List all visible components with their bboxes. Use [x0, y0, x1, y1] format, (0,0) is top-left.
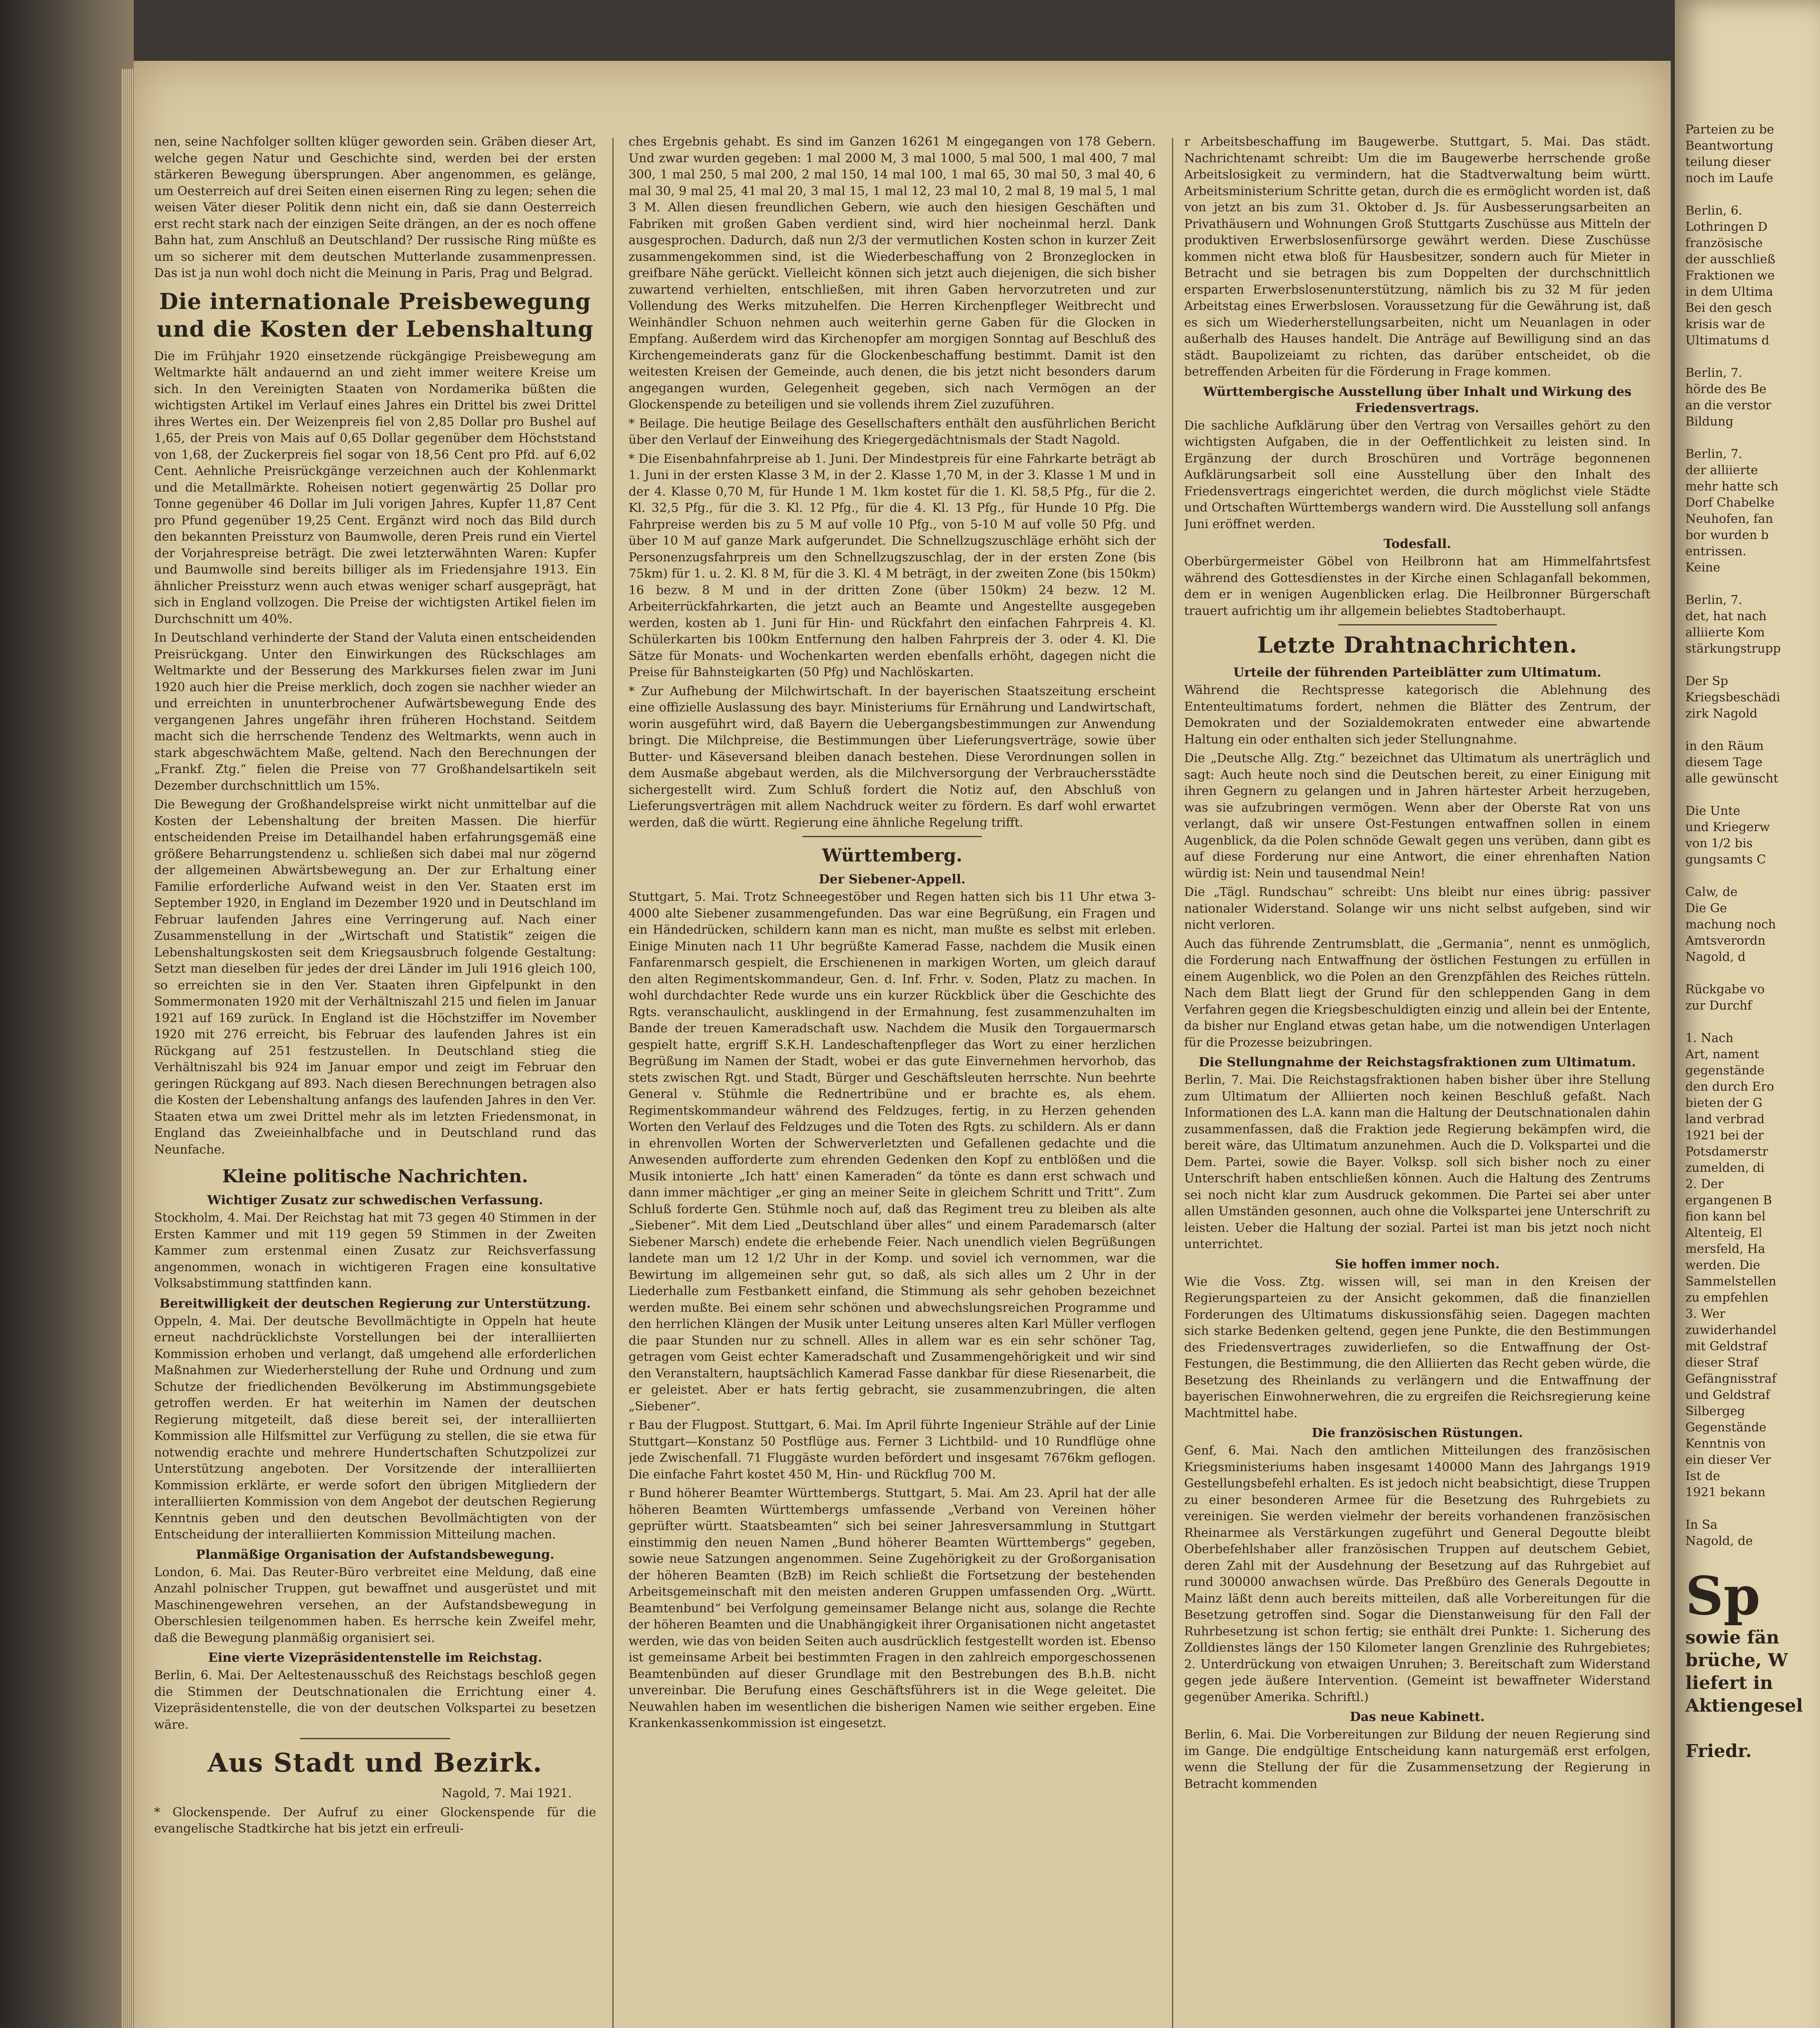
facing-page-fragment	[1675, 0, 1820, 2028]
facing-page-bold-line: sowie fän	[1685, 1627, 1779, 1648]
facing-page-large-headline: Sp	[1685, 1565, 1760, 1627]
paragraph: Auch das führende Zentrumsblatt, die „Germania“, nennt es unmöglich, die Forderung nach Entwaffnung der östlichen Festungen zu erfüllen in einem Augenblick, wo die Polen an den Grenzpfählen des Reiches rütteln. Nach dem Blatt liegt der Grund für den schleppenden Gang in dem Verfahren gegen die Kriegsbeschuldigten einzig und allein bei der Entente, da bisher nur England etwas getan habe, um die notwendigen Unterlagen für die Prozesse beizubringen.	[1184, 937, 1650, 1050]
subheadline: Die französischen Rüstungen.	[1311, 1426, 1523, 1440]
facing-page-column	[1685, 122, 1819, 1763]
facing-page-line: teilung dieser	[1685, 155, 1771, 169]
subheadline: Eine vierte Vizepräsidentenstelle im Reichstag.	[208, 1650, 542, 1665]
paragraph: Berlin, 6. Mai. Die Vorbereitungen zur Bildung der neuen Regierung sind im Gange. Die endgültige Entscheidung kann naturgemäß erst erfolgen, wenn die Stellung der für die Zusammensetzung der Regierung in Betracht kommenden	[1184, 1727, 1650, 1791]
facing-page-line: in den Räum	[1685, 739, 1764, 753]
facing-page-line: Bildung	[1685, 415, 1734, 429]
subheadline: Todesfall.	[1383, 537, 1451, 551]
separator	[1338, 624, 1497, 625]
paragraph: * Glockenspende. Der Aufruf zu einer Glockenspende für die evangelische Stadtkirche hat bis jetzt ein erfreuli-	[154, 1805, 596, 1836]
facing-page-line: machung noch	[1685, 917, 1776, 932]
facing-page-line: Bei den gesch	[1685, 301, 1772, 315]
facing-page-line: 1921 bekann	[1685, 1485, 1766, 1500]
dateline: Nagold, 7. Mai 1921.	[441, 1786, 572, 1800]
facing-page-line: zumelden, di	[1685, 1161, 1765, 1175]
facing-page-line: zur Durchf	[1685, 999, 1752, 1013]
paragraph: Genf, 6. Mai. Nach den amtlichen Mitteilungen des französischen Kriegsministeriums haben insgesamt 140000 Mann des Jahrgangs 1919 Gestellungsbefehl erhalten. Es ist jedoch nicht beabsichtigt, diese Truppen zu einer besonderen Armee für die Besetzung des Ruhrgebiets zu vereinigen. Sie werden vielmehr der bereits vorhandenen französischen Rheinarmee als Verstärkungen zugeführt und General Degoutte bleibt Oberbefehlshaber aller französischen Truppen auf deutschem Gebiet, deren Zahl mit der Ausdehnung der Besetzung auf das Ruhrgebiet auf rund 300000 anwachsen würde. Das Preßbüro des Generals Degoutte in Mainz läßt denn auch bereits mitteilen, daß alle Vorbereitungen für die Besetzung getroffen sind. Sogar die Dienstanweisung für den Fall der Ruhrbesetzung ist schon fertig; sie enthält drei Punkte: 1. Sicherung des Zolldienstes längs der 150 Kilometer langen Grenzlinie des Ruhrgebietes; 2. Unterdrückung von etwaigen Unruhen; 3. Bereitschaft zum Widerstand gegen jede äußere Intervention. (Gemeint ist bewaffneter Widerstand gegenüber Amerika. Schriftl.)	[1184, 1444, 1650, 1704]
facing-page-line	[1685, 787, 1819, 803]
facing-page-line	[1685, 722, 1819, 738]
paragraph: Die Bewegung der Großhandelspreise wirkt nicht unmittelbar auf die Kosten der Lebenshaltung der breiten Massen. Die hierfür entscheidenden Preise im Detailhandel haben erfahrungsgemäß eine größere Beharrungstendenz u. schließen sich dabei mal nur zögernd der allgemeinen Abwärtsbewegung an. Der zur Erhaltung einer Familie erforderliche Aufwand weist in den Ver. Staaten erst im September 1920, in England im Dezember 1920 und in Deutschland im Februar laufenden Jahres eine Verringerung auf. Nach einer Zusammenstellung in der „Wirtschaft und Statistik“ zeigen die Lebenshaltungskosten seit dem Kriegsausbruch folgende Gestaltung: Setzt man dieselben für jedes der drei Länder im Juli 1916 gleich 100, so erreichten sie in den Ver. Staaten ihren Gipfelpunkt in den Sommermonaten 1920 mit der Verhältniszahl 215 und fielen im Januar 1921 auf 169 zurück. In England ist die Höchstziffer im November 1920 mit 276 erreicht, bis Februar des laufenden Jahres ist ein Rückgang auf 251 festzustellen. In Deutschland stieg die Verhältniszahl bis 924 im Januar empor und zeigt im Februar den geringen Rückgang auf 893. Nach diesen Berechnungen betragen also die Kosten der Lebenshaltung anfangs des laufenden Jahres in den Ver. Staaten etwa um zwei Drittel mehr als im letzten Friedensmonat, in England das Zweieinhalbfache und in Deutschland rund das Neunfache.	[154, 797, 596, 1157]
separator	[300, 1738, 451, 1739]
paragraph: Während die Rechtspresse kategorisch die Ablehnung des Ententeultimatums fordert, nehmen die Blätter des Zentrum, der Demokraten und der Sozialdemokraten entweder eine abwartende Haltung ein oder enthalten sich jeder Stellungnahme.	[1184, 683, 1650, 747]
facing-page-line	[1685, 868, 1819, 884]
facing-page-line: 3. Wer	[1685, 1307, 1726, 1321]
facing-page-line: Kenntnis von	[1685, 1437, 1766, 1451]
facing-page-line: mersfeld, Ha	[1685, 1242, 1765, 1256]
paragraph: Berlin, 6. Mai. Der Aeltestenausschuß des Reichstags beschloß gegen die Stimmen der Deutschnationalen die Errichtung einer 4. Vizepräsidentenstelle, die von der deutschen Volkspartei zu besetzen wäre.	[154, 1668, 596, 1732]
facing-page-line: 2. Der	[1685, 1177, 1724, 1191]
subheadline: Wichtiger Zusatz zur schwedischen Verfassung.	[207, 1193, 543, 1207]
headline-wuerttemberg: Württemberg.	[822, 845, 963, 866]
facing-page-line: 1921 bei der	[1685, 1128, 1764, 1143]
facing-page-line: Berlin, 7.	[1685, 593, 1743, 607]
facing-page-line: Parteien zu be	[1685, 122, 1774, 137]
facing-page-line: dieser Straf	[1685, 1356, 1758, 1370]
facing-page-line: bieten der G	[1685, 1096, 1763, 1110]
facing-page-line: In Sa	[1685, 1518, 1718, 1532]
headline-letzte-drahtnachrichten: Letzte Drahtnachrichten.	[1257, 632, 1577, 658]
facing-page-line: Keine	[1685, 561, 1721, 575]
facing-page-line: det, hat nach	[1685, 609, 1767, 623]
facing-page-line: der alliierte	[1685, 463, 1758, 477]
facing-page-line: den durch Ero	[1685, 1080, 1774, 1094]
facing-page-line: und Geldstraf	[1685, 1388, 1770, 1402]
facing-page-line: an die verstor	[1685, 398, 1771, 412]
facing-page-line: französische	[1685, 236, 1763, 250]
subheadline: Urteile der führenden Parteiblätter zum Ultimatum.	[1233, 665, 1601, 680]
paragraph: London, 6. Mai. Das Reuter-Büro verbreitet eine Meldung, daß eine Anzahl polnischer Truppen, gut bewaffnet und ausgerüstet und mit Maschinengewehren versehen, an der Aufstandsbewegung in Oberschlesien teilgenommen haben. Es herrsche kein Zweifel mehr, daß die Bewegung planmäßig organisiert sei.	[154, 1565, 596, 1645]
facing-page-line: von 1/2 bis	[1685, 836, 1753, 851]
facing-page-line: gungsamts C	[1685, 853, 1766, 867]
facing-page-line: krisis war de	[1685, 317, 1765, 331]
paragraph: Die sachliche Aufklärung über den Vertrag von Versailles gehört zu den wichtigsten Aufgaben, die in der Oeffentlichkeit zu leisten sind. In Ergänzung der durch Broschüren und Vorträge begonnenen Aufklärungsarbeit soll eine Ausstellung über den Inhalt des Friedensvertrags eingerichtet werden, die durch möglichst viele Städte und Ortschaften Württembergs wandern wird. Die Ausstellung soll anfangs Juni eröffnet werden.	[1184, 418, 1650, 531]
facing-page-bold-lines	[1685, 1626, 1819, 1763]
facing-page-line: entrissen.	[1685, 544, 1747, 559]
facing-page-line: in dem Ultima	[1685, 285, 1773, 299]
facing-page-line: Ultimatums d	[1685, 333, 1769, 348]
facing-page-line: land verbrad	[1685, 1112, 1765, 1126]
column-1	[154, 134, 596, 2028]
facing-page-line: Calw, de	[1685, 885, 1738, 899]
separator	[803, 836, 982, 837]
paragraph: Berlin, 7. Mai. Die Reichstagsfraktionen haben bisher über ihre Stellung zum Ultimatum der Alliierten noch keinen Beschluß gefaßt. Nach Informationen des L.A. kann man die Haltung der Deutschnationalen dahin zusammenfassen, daß die Fraktion jede Regierung bekämpfen wird, die bereit wäre, das Ultimatum anzunehmen. Auch die D. Volkspartei und die Dem. Partei, sowie die Bayer. Volksp. soll sich bisher noch zu einer Unterschrift haben entschließen können. Auch die Haltung des Zentrums sei noch nicht klar zum Ausdruck gekommen. Die Partei sei aber unter allen Umständen gesonnen, auch ohne die Volkspartei jene Unterschrift zu leisten. Ueber die Haltung der sozial. Partei ist man bis jetzt noch nicht unterrichtet.	[1184, 1073, 1650, 1251]
headline-kleine-nachrichten: Kleine politische Nachrichten.	[222, 1166, 528, 1187]
headline-preisbewegung: Die internationale Preisbewegung und die Kosten der Lebenshaltung	[157, 288, 594, 342]
paragraph: Oberbürgermeister Göbel von Heilbronn hat am Himmelfahrtsfest während des Gottesdienstes in der Kirche einen Schlaganfall bekommen, dem er in wenigen Augenblicken erlag. Die Heilbronner Bürgerschaft trauert aufrichtig um ihr allgemein beliebtes Stadtoberhaupt.	[1184, 554, 1650, 618]
facing-page-line: Rückgabe vo	[1685, 982, 1765, 997]
paragraph: Die „Deutsche Allg. Ztg.“ bezeichnet das Ultimatum als unerträglich und sagt: Auch heute noch sind die Deutschen bereit, zu einer Einigung mit ihren Gegnern zu gelangen und in Jahren härtester Arbeit herzugeben, was sie aufzubringen vermögen. Wenn aber der Oberste Rat von uns verlangt, daß wir unsere Ost-Festungen entwaffnen sollen in einem Augenblick, da die Polen schnöde Gewalt gegen uns verüben, dann gibt es auf diese Forderung nur eine Antwort, die einer ehrenhaften Nation würdig ist: Nein und tausendmal Nein!	[1184, 751, 1650, 881]
paragraph: Die im Frühjahr 1920 einsetzende rückgängige Preisbewegung am Weltmarkte hält andauernd an und zieht immer weitere Kreise um sich. In den Vereinigten Staaten von Nordamerika büßten die wichtigsten Artikel im Verlauf eines Jahres ein Drittel bis zwei Drittel ihres Wertes ein. Der Weizenpreis fiel von 2,85 Dollar pro Bushel auf 1,65, der Preis von Mais auf 0,65 Dollar gegenüber dem Höchststand von 1,68, der Zuckerpreis fiel sogar von 18,56 Cent pro Pfd. auf 6,02 Cent. Aehnliche Preisrückgänge verzeichnen auch der Kohlenmarkt und die Metallmärkte. Roheisen notiert gegenwärtig 25 Dollar pro Tonne gegenüber 46 Dollar im Juli vorigen Jahres, Kupfer 11,87 Cent pro Pfund gegenüber 19,25 Cent. Ergänzt wird noch das Bild durch den bekannten Preissturz von Baumwolle, deren Preis rund ein Viertel der Vorjahrespreise beträgt. Die zwei letzterwähnten Waren: Kupfer und Baumwolle sind bereits billiger als im Friedensjahre 1913. Ein ähnlicher Preissturz wenn auch etwas weniger scharf ausgeprägt, hat sich in England vollzogen. Die Preise der wichtigsten Artikel fielen im Durchschnitt um 40%.	[154, 349, 596, 626]
paragraph: Wie die Voss. Ztg. wissen will, sei man in den Kreisen der Regierungsparteien zu der Ansicht gekommen, daß die finanziellen Forderungen des Ultimatums diskussionsfähig seien. Dagegen machten sich starke Bedenken geltend, gegen jene Punkte, die den Bestimmungen des Friedensvertrages zuwiderliefen, so die Entwaffnung der Ost-Festungen, die Bestimmung, die den Alliierten das Recht geben würde, die Besetzung des Rheinlands zu verlängern und die Entwaffnung der bayerischen Einwohnerwehren, die zu ergreifen die Reichsregierung keine Machtmittel habe.	[1184, 1274, 1650, 1420]
column-3	[1184, 134, 1650, 2028]
facing-page-line: Kriegsbeschädi	[1685, 690, 1780, 705]
facing-page-line: gegenstände	[1685, 1063, 1764, 1078]
facing-page-line	[1685, 349, 1819, 365]
facing-page-line	[1685, 657, 1819, 673]
paragraph: * Die Eisenbahnfahrpreise ab 1. Juni. Der Mindestpreis für eine Fahrkarte beträgt ab 1. Juni in der ersten Klasse 3 M, in der 2. Klasse 1,70 M, in der 3. Klasse 1 M und in der 4. Klasse 0,70 M, für Hunde 1 M. 1km kostet für die 1. Kl. 58,5 Pfg., für die 2. Kl. 32,5 Pfg., für die 3. Kl. 12 Pfg., für die 4. Kl. 13 Pfg., für Hunde 10 Pfg. Die Fahrpreise werden bis zu 5 M auf volle 10 Pfg., von 5-10 M auf volle 50 Pfg. und über 10 M auf ganze Mark aufgerundet. Die Schnellzugszuschläge erhöht sich der Personenzugsfahrpreis um den Schnellzugszuschlag, der in der ersten Zone (bis 75km) für 1. u. 2. Kl. 8 M, für die 3. Kl. 4 M beträgt, in der zweiten Zone (bis 150km) 16 bezw. 8 M und in der dritten Zone (über 150km) 24 bezw. 12 M. Arbeiterrückfahrkarten, die jetzt auch an Beamte und Angestellte ausgegeben werden, kosten ab 1. Juni für Hin- und Rückfahrt den einfachen Fahrpreis 4. Kl. Schülerkarten bis 100km Entfernung den halben Fahrpreis der 3. oder 4. Kl. Die Sätze für Monats- und Wochenkarten werden ebenfalls erhöht, dagegen nicht die Preise für Bahnsteigkarten (50 Pfg) und Nachlöskarten.	[629, 451, 1156, 679]
paragraph: In Deutschland verhinderte der Stand der Valuta einen entscheidenden Preisrückgang. Unter den Einwirkungen des Rückschlages am Weltmarkte und der Besserung des Markkurses fielen zwar im Juni 1920 auch hier die Preise merklich, doch zogen sie nachher wieder an und erreichten in ununterbrochener Aufwärtsbewegung Ende des vergangenen Jahres ungefähr ihren früheren Hochstand. Seitdem macht sich die herrschende Tendenz des Weltmarkts, wenn auch in stark abgeschwächtem Maße, geltend. Nach den Berechnungen der „Frankf. Ztg.“ fielen die Preise von 77 Großhandelsartikeln seit Dezember durchschnittlich um 15%.	[154, 631, 596, 793]
article-continuation: nen, seine Nachfolger sollten klüger geworden sein. Gräben dieser Art, welche gegen Natur und Geschichte sind, werden bei der ersten stärkeren Bewegung übersprungen. Aber angenommen, es gelänge, um Oesterreich auf drei Seiten einen eisernen Ring zu legen; sehen die weisen Väter dieser Politik denn nicht ein, daß sie dann Oesterreich erst recht stark nach der einzigen Seite drängen, an der es noch offene Bahn hat, zum Anschluß an Deutschland? Der russische Ring müßte es um so sicherer mit dem deutschen Mutterlande zusammenpressen. Das ist ja nun wohl doch nicht die Meinung in Paris, Prag und Belgrad.	[154, 135, 596, 280]
facing-page-line: Silbergeg	[1685, 1404, 1745, 1418]
facing-page-line: Dorf Chabelke	[1685, 496, 1775, 510]
facing-page-line: Beantwortung	[1685, 139, 1774, 153]
headline-stadt-bezirk: Aus Stadt und Bezirk.	[207, 1748, 543, 1778]
facing-page-line: Nagold, d	[1685, 950, 1746, 964]
subheadline: Das neue Kabinett.	[1350, 1710, 1485, 1724]
paragraph: Die „Tägl. Rundschau“ schreibt: Uns bleibt nur eines übrig: passiver nationaler Widerstand. Solange wir uns nicht selbst aufgeben, sind wir nicht verloren.	[1184, 885, 1650, 932]
facing-page-line: der ausschließ	[1685, 252, 1775, 266]
facing-page-line: zuwiderhandel	[1685, 1323, 1777, 1337]
column-rule	[612, 138, 614, 2028]
facing-page-line: ergangenen B	[1685, 1193, 1772, 1207]
facing-page-line: stärkungstrupp	[1685, 642, 1781, 656]
subheadline: Sie hoffen immer noch.	[1335, 1257, 1500, 1272]
facing-page-line: alle gewünscht	[1685, 771, 1779, 786]
facing-page-line: fion kann bel	[1685, 1209, 1766, 1224]
facing-page-line: zu empfehlen	[1685, 1291, 1768, 1305]
subheadline: Die Stellungnahme der Reichstagsfraktionen zum Ultimatum.	[1198, 1055, 1636, 1070]
facing-page-line: Altenteig, El	[1685, 1226, 1762, 1240]
facing-page-line: diesem Tage	[1685, 755, 1763, 769]
facing-page-line: zirk Nagold	[1685, 707, 1758, 721]
facing-page-bold-line	[1685, 1717, 1819, 1740]
facing-page-line: Die Unte	[1685, 804, 1741, 818]
facing-page-line	[1685, 965, 1819, 982]
facing-page-line: Berlin, 7.	[1685, 366, 1743, 380]
facing-page-line: Fraktionen we	[1685, 269, 1775, 283]
book-binding	[0, 0, 134, 2028]
paragraph: r Bund höherer Beamter Württembergs. Stuttgart, 5. Mai. Am 23. April hat der alle höheren Beamten Württembergs umfassende „Verband von Vereinen höher geprüfter württ. Staatsbeamten“ sich bei seiner Jahresversammlung in Stuttgart einstimmig den neuen Namen „Bund höherer Beamten Württembergs“ gegeben, sowie neue Satzungen angenommen. Seine Zugehörigkeit zu der Großorganisation der höheren Beamten (BzB) im Reich schließt die Fortsetzung der bestehenden Arbeitsgemeinschaft mit den meisten anderen Gruppen umfassenden Org. „Württ. Beamtenbund“ bei Verfolgung gemeinsamer Belange nicht aus, solange die Rechte der höheren Beamten und die Unabhängigkeit ihrer Organisationen nicht angetastet werden, wie das von beiden Seiten auch ausdrücklich festgestellt worden ist. Ebenso ist gemeinsame Arbeit bei bestimmten Fragen in den zahlreich emporgeschossenen Beamtenbünden auf dieser Grundlage mit den Bestrebungen des B.h.B. nicht unvereinbar. Die Berufung eines Geschäftsführers ist in die Wege geleitet. Die Neuwahlen haben im wesentlichen die bisherigen Namen wie seither ergeben. Eine Krankenkassenkommission ist eingesetzt.	[629, 1486, 1156, 1730]
facing-page-line: Nagold, de	[1685, 1534, 1753, 1548]
paragraph: r Bau der Flugpost. Stuttgart, 6. Mai. Im April führte Ingenieur Strähle auf der Linie Stuttgart—Konstanz 50 Postflüge aus. Ferner 3 Lichtbild- und 10 Rundflüge ohne jede Zwischenfall. 71 Fluggäste wurden befördert und insgesamt 7676km geflogen. Die einfache Fahrt kostet 450 M, Hin- und Rückflug 700 M.	[629, 1418, 1156, 1482]
paragraph: ches Ergebnis gehabt. Es sind im Ganzen 16261 M eingegangen von 178 Gebern. Und zwar wurden gegeben: 1 mal 2000 M, 3 mal 1000, 5 mal 500, 1 mal 400, 7 mal 300, 1 mal 250, 5 mal 200, 2 mal 150, 14 mal 100, 1 mal 65, 30 mal 50, 3 mal 40, 6 mal 30, 9 mal 25, 41 mal 20, 3 mal 15, 1 mal 12, 23 mal 10, 2 mal 8, 19 mal 5, 1 mal 3 M. Allen diesen freundlichen Gebern, wie auch den hiesigen Geschäften und Fabriken mit großen Gaben verdient sind, wird hier nocheinmal herzl. Dank ausgesprochen. Dadurch, daß nun 2/3 der vermutlichen Kosten schon in kurzer Zeit zusammengekommen sind, ist die Wiederbeschaffung von 2 Bronzeglocken in greifbare Nähe gerückt. Vielleicht können sich jetzt auch diejenigen, die sich bisher zuwartend verhielten, entschließen, mit ihren Gaben hervorzutreten und zur Vollendung des Werks mitzuhelfen. Die Herren Kirchenpfleger Weitbrecht und Weinhändler Schuon nehmen auch weiterhin gerne Gaben für die Glocken in Empfang. Außerdem wird das Kirchenopfer am morgigen Sonntag auf Beschluß des Kirchengemeinderats ganz für die Glockenbeschaffung bestimmt. Damit ist den weitesten Kreisen der Gemeinde, auch denen, die bis jetzt nicht besonders darum angegangen wurden, Gelegenheit gegeben, sich nach Vermögen an der Glockenspende zu beteiligen und sie vollends ihrem Ziel zuzuführen.	[629, 135, 1156, 412]
facing-page-line	[1685, 576, 1819, 592]
facing-page-line	[1685, 1014, 1819, 1030]
facing-page-bold-line: Friedr.	[1685, 1741, 1752, 1762]
facing-page-line: Amtsverordn	[1685, 934, 1766, 948]
facing-page-line: Art, nament	[1685, 1047, 1759, 1061]
column-rule	[1172, 138, 1173, 2028]
facing-page-line: mit Geldstraf	[1685, 1339, 1767, 1353]
paragraph: * Beilage. Die heutige Beilage des Gesellschafters enthält den ausführlichen Bericht über den Verlauf der Einweihung des Kriegergedächtnismals der Stadt Nagold.	[629, 416, 1156, 447]
paragraph: Stuttgart, 5. Mai. Trotz Schneegestöber und Regen hatten sich bis 11 Uhr etwa 3-4000 alte Siebener zusammengefunden. Das war eine Begrüßung, ein Fragen und ein Händedrücken, schildern kann man es nicht, man mußte es selbst mit erleben. Einige Minuten nach 11 Uhr begrüßte Kamerad Fasse, nachdem die Musik einen Fanfarenmarsch gespielt, die Erschienenen in markigen Worten, um gleich darauf den alten Regimentskommandeur, Gen. d. Inf. Frhr. v. Soden, Platz zu machen. In wohl durchdachter Rede wurde uns ein kurzer Rückblick über die Geschichte des Rgts. veranschaulicht, ausklingend in der Ermahnung, fest zusammenzuhalten im Bande der treuen Kameradschaft usw. Nachdem die Musik den Torgauermarsch gespielt hatte, ergriff S.K.H. Landeschaftenpfleger das Wort zu einer herzlichen Begrüßung im Namen der Stadt, wobei er das gute Einvernehmen hervorhob, das stets zwischen Rgt. und Stadt, Bürger und Geschäftsleuten herrschte. Nun beehrte General v. Stühmle die Rednertribüne und er brachte es, als ehem. Regimentskommandeur während des Feldzuges, fertig, in zu Herzen gehenden Worten den Verlauf des Feldzuges und die Toten des Rgts. zu schildern. Als er dann in ehrenvollen Worten der Schwerverletzten und Gefallenen gedachte und die Anwesenden aufforderte zum ehrenden Gedenken den Kopf zu entblößen und die Musik intonierte „Ich hatt' einen Kameraden“ da tönte es dann erst schwach und dann immer mächtiger „er ging an meiner Seite in gleichem Schritt und Tritt“. Zum Schluß forderte Gen. Stühmle noch auf, daß das Regiment treu zu bleiben als alte „Siebener“. Mit dem Lied „Deutschland über alles“ und einem Parademarsch (alter Siebener Marsch) endete die erhebende Feier. Nach unendlich vielen Begrüßungen landete man um 12 1/2 Uhr in der Komp. und soviel ich vernommen, war die Bewirtung im allgemeinen sehr gut, so daß, als sich alles um 2 Uhr in der Liederhalle zum Festbankett einfand, die Stimmung als sehr gehoben bezeichnet werden mußte. Bei einem sehr schönen und abwechslungsreichen Programme und den herrlichen Klängen der Musik unter Leitung unseres alten Karl Müller verflogen die paar Stunden nur zu schnell. Alles in allem war es ein sehr schöner Tag, getragen vom Geist echter Kameradschaft und Zusammengehörigkeit und wir sind den Veranstaltern, hauptsächlich Kamerad Fasse dankbar für diese Riesenarbeit, die er geleistet. Aber er hats fertig gebracht, sie zusammenzubringen, die alten „Siebener“.	[629, 890, 1156, 1414]
facing-page-line: und Kriegerw	[1685, 820, 1770, 834]
facing-page-line: Neuhofen, fan	[1685, 512, 1773, 526]
facing-page-line: hörde des Be	[1685, 382, 1766, 396]
facing-page-bold-line: brüche, W	[1685, 1650, 1788, 1671]
facing-page-line: mehr hatte sch	[1685, 479, 1779, 494]
column-2	[629, 134, 1156, 2028]
paragraph: * Zur Aufhebung der Milchwirtschaft. In der bayerischen Staatszeitung erscheint eine offizielle Auslassung des bayr. Ministeriums für Ernährung und Landwirtschaft, worin ausgeführt wird, daß Bayern die Uebergangsbestimmungen zur Anwendung bringt. Die Milchpreise, die Bestimmungen über Lieferungsverträge, sowie über Butter- und Käseversand bleiben danach bestehen. Diese Verordnungen sollen in dem Ausmaße abgebaut werden, als die Milchversorgung der Verbrauchersstädte sichergestellt wird. Zum Schluß fordert die Notiz auf, den Abschluß von Lieferungsverträgen mit allem Nachdruck weiter zu fördern. Es darf wohl erwartet werden, daß die württ. Regierung eine ähnliche Regelung trifft.	[629, 684, 1156, 830]
facing-page-line: 1. Nach	[1685, 1031, 1734, 1045]
facing-page-line: Berlin, 6.	[1685, 204, 1743, 218]
facing-page-line	[1685, 187, 1819, 203]
facing-page-bold-line: liefert in	[1685, 1673, 1773, 1693]
facing-page-line: Gefängnisstraf	[1685, 1372, 1777, 1386]
facing-page-bold-line: Aktiengesel	[1685, 1695, 1803, 1716]
subheadline: Der Siebener-Appell.	[819, 872, 966, 887]
facing-page-line: Lothringen D	[1685, 220, 1768, 234]
paragraph: Oppeln, 4. Mai. Der deutsche Bevollmächtigte in Oppeln hat heute erneut nachdrücklichste Vorstellungen bei der interalliierten Kommission erhoben und verlangt, daß umgehend alle erforderlichen Maßnahmen zur Wiederherstellung der Ruhe und Ordnung und zum Schutze der friedlichenden Bevölkerung im Abstimmungsgebiete getroffen werden. Er hat weiterhin im Namen der deutschen Regierung mitgeteilt, daß diese bereit sei, der interalliierten Kommission alle Hilfsmittel zur Verfügung zu stellen, die sie etwa für notwendig erachte und mehrere Hundertschaften Schutzpolizei zur Unterstützung angeboten. Der Vorsitzende der interalliierten Kommission erklärte, er werde sofort den übrigen Mitgliedern der interalliierten Kommission von dem Angebot der deutschen Regierung Kenntnis geben und den deutschen Bevollmächtigten von der Entscheidung der interalliierten Kommission Mitteilung machen.	[154, 1314, 596, 1542]
facing-page-line: ein dieser Ver	[1685, 1453, 1771, 1467]
facing-page-line: alliierte Kom	[1685, 625, 1765, 640]
facing-page-line	[1685, 430, 1819, 446]
facing-page-line: Der Sp	[1685, 674, 1728, 688]
facing-page-line: Sammelstellen	[1685, 1274, 1777, 1289]
facing-page-line: Ist de	[1685, 1469, 1720, 1483]
subheadline: Bereitwilligkeit der deutschen Regierung zur Unterstützung.	[159, 1296, 591, 1311]
facing-page-line: Berlin, 7.	[1685, 447, 1743, 461]
paragraph: Stockholm, 4. Mai. Der Reichstag hat mit 73 gegen 40 Stimmen in der Ersten Kammer und mit 119 gegen 59 Stimmen in der Zweiten Kammer zum erstenmal einen Zusatz zur Reichsverfassung angenommen, wonach in wichtigeren Fragen eine konsultative Volksabstimmung stattfinden kann.	[154, 1211, 596, 1291]
facing-page-line: Gegenstände	[1685, 1420, 1766, 1435]
facing-page-lines	[1685, 122, 1819, 1549]
facing-page-line: noch im Laufe	[1685, 171, 1773, 185]
facing-page-line	[1685, 1501, 1819, 1517]
facing-page-line: bor wurden b	[1685, 528, 1769, 542]
paragraph: r Arbeitsbeschaffung im Baugewerbe. Stuttgart, 5. Mai. Das städt. Nachrichtenamt schreibt: Um die im Baugewerbe herrschende große Arbeitslosigkeit zu vermindern, hat die Stadtverwaltung beim württ. Arbeitsministerium Schritte getan, durch die es ermöglicht worden ist, daß von jetzt an bis zum 31. Oktober d. Js. für Ausbesserungsarbeiten an Privathäusern und Wohnungen Groß Stuttgarts Zuschüsse aus Mitteln der produktiven Erwerbslosenfürsorge gewährt werden. Diese Zuschüsse kommen nicht etwa bloß für Hausbesitzer, sondern auch für Mieter in Betracht und sie betragen bis zum Doppelten der durchschnittlich ersparten Erwerbslosenunterstützung, nämlich bis zu 32 M für jeden Arbeitstag eines Erwerbslosen. Voraussetzung für die Gewährung ist, daß es sich um Wiederherstellungsarbeiten, nicht um Neuanlagen in oder außerhalb des Hauses handelt. Die Anträge auf Bewilligung sind an das städt. Baupolizeiamt zu richten, das darüber entscheidet, ob die betreffenden Arbeiten für die Förderung in Frage kommen.	[1184, 135, 1650, 379]
facing-page-line: Potsdamerstr	[1685, 1145, 1768, 1159]
subheadline: Württembergische Ausstellung über Inhalt und Wirkung des Friedensvertrags.	[1203, 384, 1632, 415]
facing-page-line: werden. Die	[1685, 1258, 1760, 1272]
facing-page-line: Die Ge	[1685, 901, 1727, 915]
subheadline: Planmäßige Organisation der Aufstandsbewegung.	[195, 1547, 555, 1562]
